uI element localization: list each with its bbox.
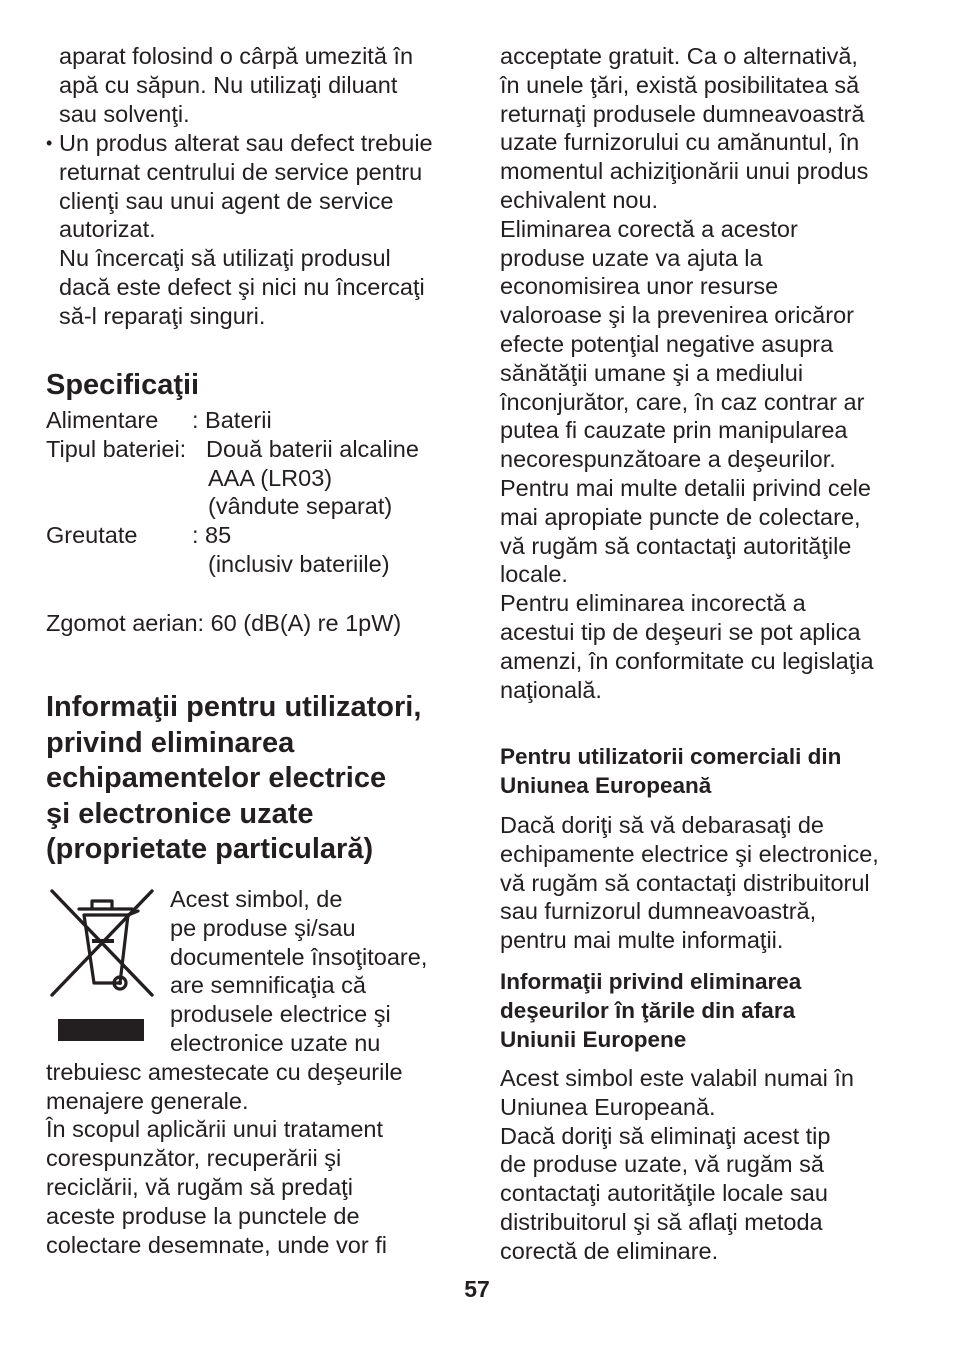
heading-line: echipamentelor electrice [46, 762, 387, 795]
text-line: mai apropiate puncte de colectare, [500, 503, 861, 530]
text-line: Dacă doriţi să eliminaţi acest tip [500, 1122, 831, 1149]
outside-eu-paragraph [500, 1064, 915, 1266]
text-line: produse uzate va ajuta la [500, 244, 763, 271]
text-line: Pentru mai multe detalii privind cele [500, 474, 871, 501]
spec-label: Tipul bateriei: [46, 435, 187, 462]
heading-line: privind eliminarea [46, 726, 295, 759]
heading-line: Uniunea Europeană [500, 772, 712, 798]
spec-row-battery [46, 435, 458, 464]
spec-value: : Baterii [192, 407, 272, 433]
weee-side-text [170, 885, 458, 1058]
text-line: Pentru eliminarea incorectă a [500, 590, 806, 617]
heading-line: deşeurilor în ţările din afara [500, 997, 796, 1023]
text-line: momentul achiziţionării unui produs [500, 158, 869, 185]
text-line: naţională. [500, 676, 602, 703]
text-line: clienţi sau unui agent de service [59, 187, 394, 214]
spec-row-power [46, 406, 458, 435]
text-line: corespunzător, recuperării şi [46, 1145, 342, 1172]
text-line: acestui tip de deşeuri se pot aplica [500, 618, 861, 645]
text-line: efecte potenţial negative asupra [500, 330, 834, 357]
defect-bullet [46, 129, 471, 331]
text-line: Eliminarea corectă a acestor [500, 215, 798, 242]
text-line: acceptate gratuit. Ca o alternativă, [500, 43, 858, 69]
weee-section [46, 885, 458, 1259]
outside-eu-heading [500, 968, 915, 1054]
text-line: locale. [500, 561, 568, 588]
spec-value: (vândute separat) [208, 493, 393, 520]
text-line: trebuiesc amestecate cu deşeurile [46, 1058, 403, 1085]
intro-paragraph [46, 42, 471, 128]
text-line: returnat centrului de service pentru [59, 158, 423, 185]
text-line: contactaţi autorităţile locale sau [500, 1180, 828, 1207]
text-line: • Un produs alterat sau defect trebuie [59, 130, 433, 156]
spec-value: AAA (LR03) [208, 464, 333, 491]
page-number: 57 [464, 1276, 490, 1302]
text-line: sau furnizorul dumneavoastră, [500, 898, 817, 925]
heading-line: Informaţii pentru utilizatori, [46, 691, 422, 723]
text-line: pe produse şi/sau [170, 914, 356, 941]
text-line: aceste produse la punctele de [46, 1202, 360, 1229]
heading-line: Uniunii Europene [500, 1026, 687, 1052]
text-line: electronice uzate nu [170, 1029, 381, 1056]
text-line: necorespunzătoare a deşeurilor. [500, 446, 836, 473]
text-line: vă rugăm să contactaţi distribuitorul [500, 869, 870, 896]
specifications-heading: Specificaţii [46, 369, 200, 401]
text-line: pentru mai multe informaţii. [500, 927, 784, 954]
text-line: în unele ţări, există posibilitatea să [500, 71, 860, 98]
text-line: Acest simbol este valabil numai în [500, 1065, 854, 1091]
text-line: să-l reparaţi singuri. [59, 302, 266, 329]
text-line: aparat folosind o cârpă umezită în [59, 43, 414, 69]
spec-value: Două baterii alcaline [206, 435, 419, 462]
text-line: uzate furnizorului cu amănuntul, în [500, 129, 860, 156]
specifications-list [46, 406, 458, 579]
text-line: dacă este defect şi nici nu încercaţi [59, 273, 425, 300]
text-line: putea fi cauzate prin manipularea [500, 417, 848, 444]
crossed-out-wheelie-bin-icon [46, 887, 158, 1047]
text-line: Dacă doriţi să vă debarasaţi de [500, 812, 824, 838]
text-line: sănătăţii umane şi a mediului [500, 359, 804, 386]
text-line: Nu încercaţi să utilizaţi produsul [59, 245, 391, 272]
spec-value: : 85 [192, 522, 232, 549]
text-line: reciclării, vă rugăm să predaţi [46, 1173, 353, 1200]
text-line: amenzi, în conformitate cu legislaţia [500, 647, 874, 674]
text-line: produsele electrice şi [170, 1001, 391, 1028]
text-line: returnaţi produsele dumneavoastră [500, 100, 865, 127]
heading-line: Pentru utilizatorii comerciali din [500, 744, 842, 769]
heading-line: Informaţii privind eliminarea [500, 969, 802, 994]
text-line: Uniunea Europeană. [500, 1093, 716, 1120]
text-line: apă cu săpun. Nu utilizaţi diluant [59, 71, 398, 98]
text-line: Acest simbol, de [170, 886, 343, 912]
spec-label: Alimentare [46, 407, 159, 433]
text-line: echipamente electrice şi electronice, [500, 840, 879, 867]
text-line: menajere generale. [46, 1087, 249, 1114]
disposal-paragraph [500, 42, 915, 704]
text-line: distribuitorul şi să aflaţi metoda [500, 1208, 823, 1235]
text-line: economisirea unor resurse [500, 273, 779, 300]
text-line: documentele însoţitoare, [170, 943, 428, 970]
text-line: înconjurător, care, în caz contrar ar [500, 388, 865, 415]
text-line: de produse uzate, vă rugăm să [500, 1151, 824, 1178]
text-line: corectă de eliminare. [500, 1237, 719, 1264]
text-line: valoroase şi la prevenirea oricăror [500, 302, 854, 329]
spec-value: (inclusiv bateriile) [208, 550, 390, 577]
spec-row-weight [46, 521, 458, 550]
noise-spec: Zgomot aerian: 60 (dB(A) re 1pW) [46, 610, 402, 636]
spec-label: Greutate [46, 522, 138, 549]
text-line: are semnificaţia că [170, 972, 366, 999]
text-line: sau solvenţi. [59, 100, 190, 127]
disposal-info-heading [46, 690, 466, 868]
text-line: vă rugăm să contactaţi autorităţile [500, 532, 852, 559]
text-line: autorizat. [59, 216, 156, 243]
text-line: În scopul aplicării unui tratament [46, 1116, 384, 1143]
heading-line: şi electronice uzate [46, 797, 314, 830]
heading-line: (proprietate particulară) [46, 833, 374, 866]
text-line: echivalent nou. [500, 186, 659, 213]
text-line: colectare desemnate, unde vor fi [46, 1231, 387, 1258]
commercial-users-heading [500, 743, 915, 801]
commercial-users-paragraph [500, 811, 915, 955]
